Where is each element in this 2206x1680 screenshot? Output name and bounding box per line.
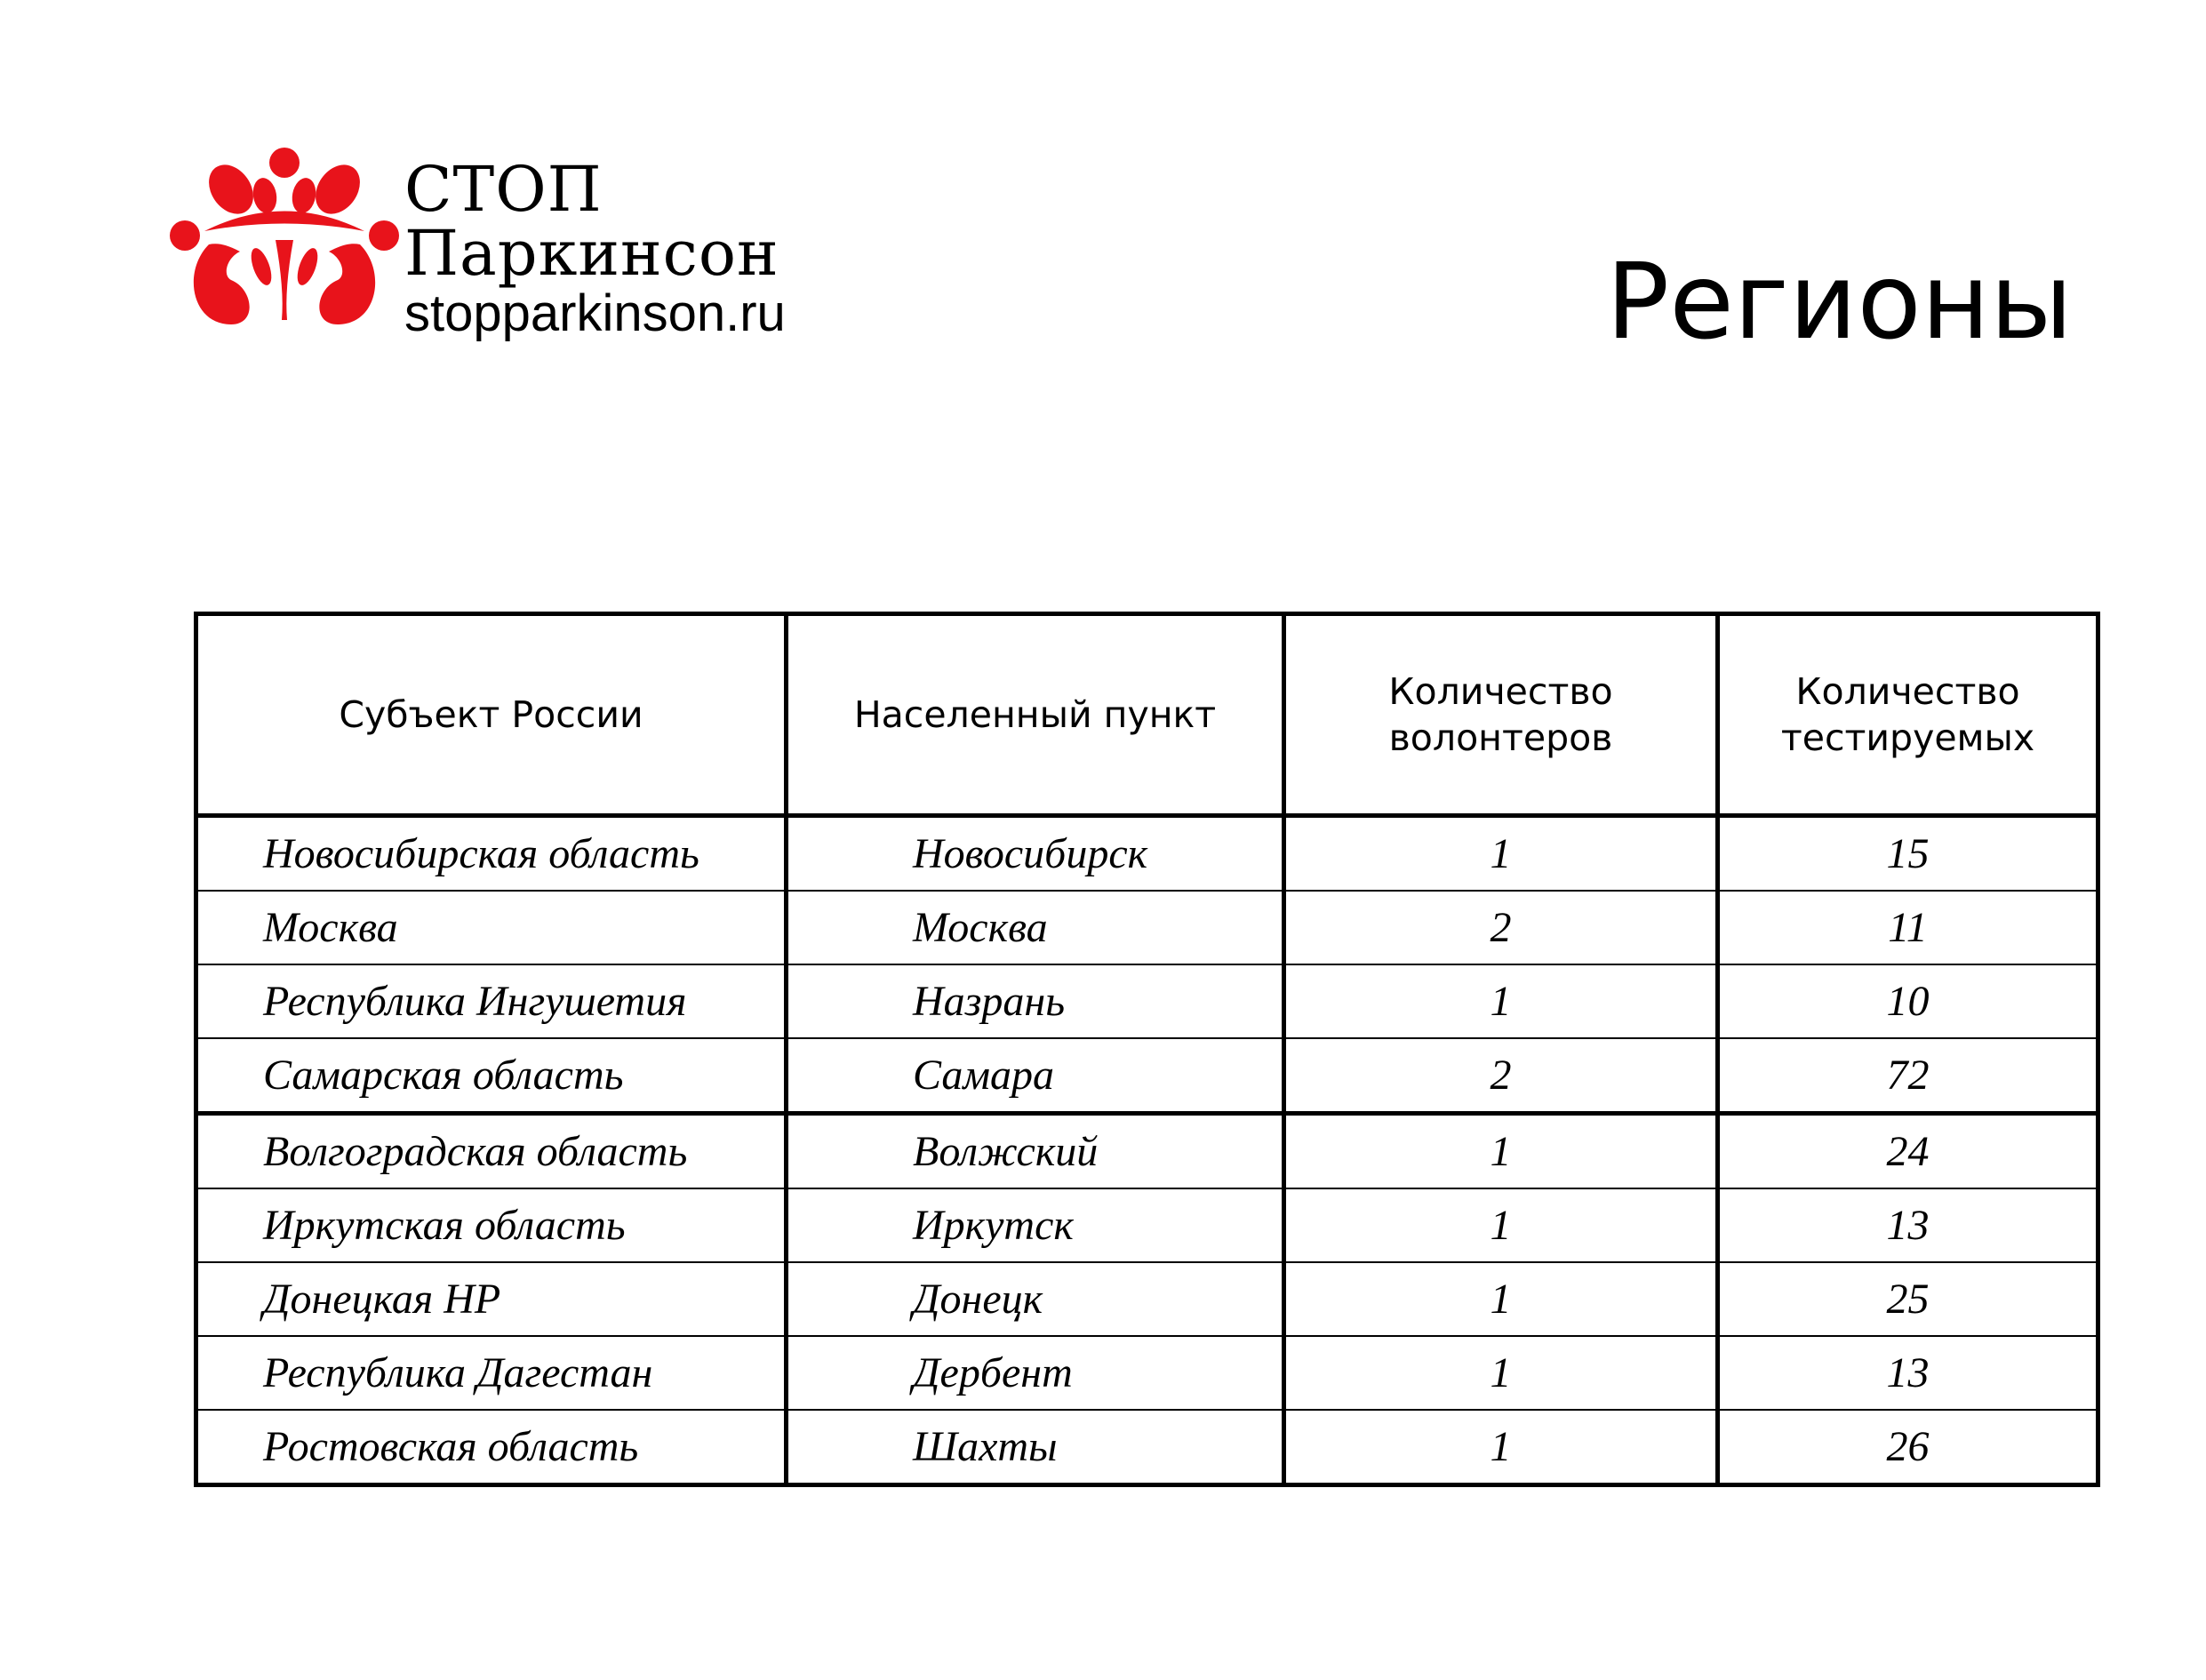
header-subject: Субъект России [196,614,787,816]
table-row [196,1410,2098,1485]
cell-tested: 24 [1718,1114,2098,1189]
cell-city: Донецк [787,1262,1284,1336]
cell-subject: Волгоградская область [196,1114,787,1189]
logo-url: stopparkinson.ru [404,284,786,342]
table-row [196,891,2098,964]
header-volunteers: Количество волонтеров [1284,614,1718,816]
cell-tested: 11 [1718,891,2098,964]
logo-text [404,153,786,342]
cell-city: Волжский [787,1114,1284,1189]
cell-subject: Москва [196,891,787,964]
cell-subject: Ростовская область [196,1410,787,1485]
cell-city: Самара [787,1038,1284,1114]
cell-subject: Республика Ингушетия [196,964,787,1038]
table-row [196,1038,2098,1114]
header-city: Населенный пункт [787,614,1284,816]
header-tested: Количество тестируемых [1718,614,2098,816]
cell-volunteers: 1 [1284,1188,1718,1262]
table-row [196,1336,2098,1410]
logo-mark-icon [169,147,400,333]
cell-tested: 13 [1718,1188,2098,1262]
cell-tested: 13 [1718,1336,2098,1410]
cell-subject: Самарская область [196,1038,787,1114]
logo-line-stop: СТОП [404,153,603,226]
cell-tested: 25 [1718,1262,2098,1336]
cell-subject: Иркутская область [196,1188,787,1262]
table-row [196,1188,2098,1262]
table-row [196,816,2098,892]
cell-volunteers: 1 [1284,1410,1718,1485]
page-title: Регионы [1606,240,2073,363]
cell-volunteers: 1 [1284,1336,1718,1410]
regions-table [194,612,2100,1487]
cell-volunteers: 1 [1284,1114,1718,1189]
cell-city: Москва [787,891,1284,964]
cell-city: Шахты [787,1410,1284,1485]
table-row [196,1114,2098,1189]
logo-line-parkinson: Паркинсон [404,217,779,290]
table-header-row [196,614,2098,816]
cell-volunteers: 1 [1284,816,1718,892]
table-row [196,964,2098,1038]
cell-volunteers: 2 [1284,891,1718,964]
cell-city: Иркутск [787,1188,1284,1262]
cell-city: Новосибирск [787,816,1284,892]
cell-volunteers: 2 [1284,1038,1718,1114]
cell-volunteers: 1 [1284,1262,1718,1336]
cell-subject: Республика Дагестан [196,1336,787,1410]
cell-subject: Новосибирская область [196,816,787,892]
table-row [196,1262,2098,1336]
cell-tested: 10 [1718,964,2098,1038]
cell-subject: Донецкая НР [196,1262,787,1336]
cell-volunteers: 1 [1284,964,1718,1038]
cell-city: Назрань [787,964,1284,1038]
cell-tested: 72 [1718,1038,2098,1114]
cell-city: Дербент [787,1336,1284,1410]
cell-tested: 26 [1718,1410,2098,1485]
cell-tested: 15 [1718,816,2098,892]
